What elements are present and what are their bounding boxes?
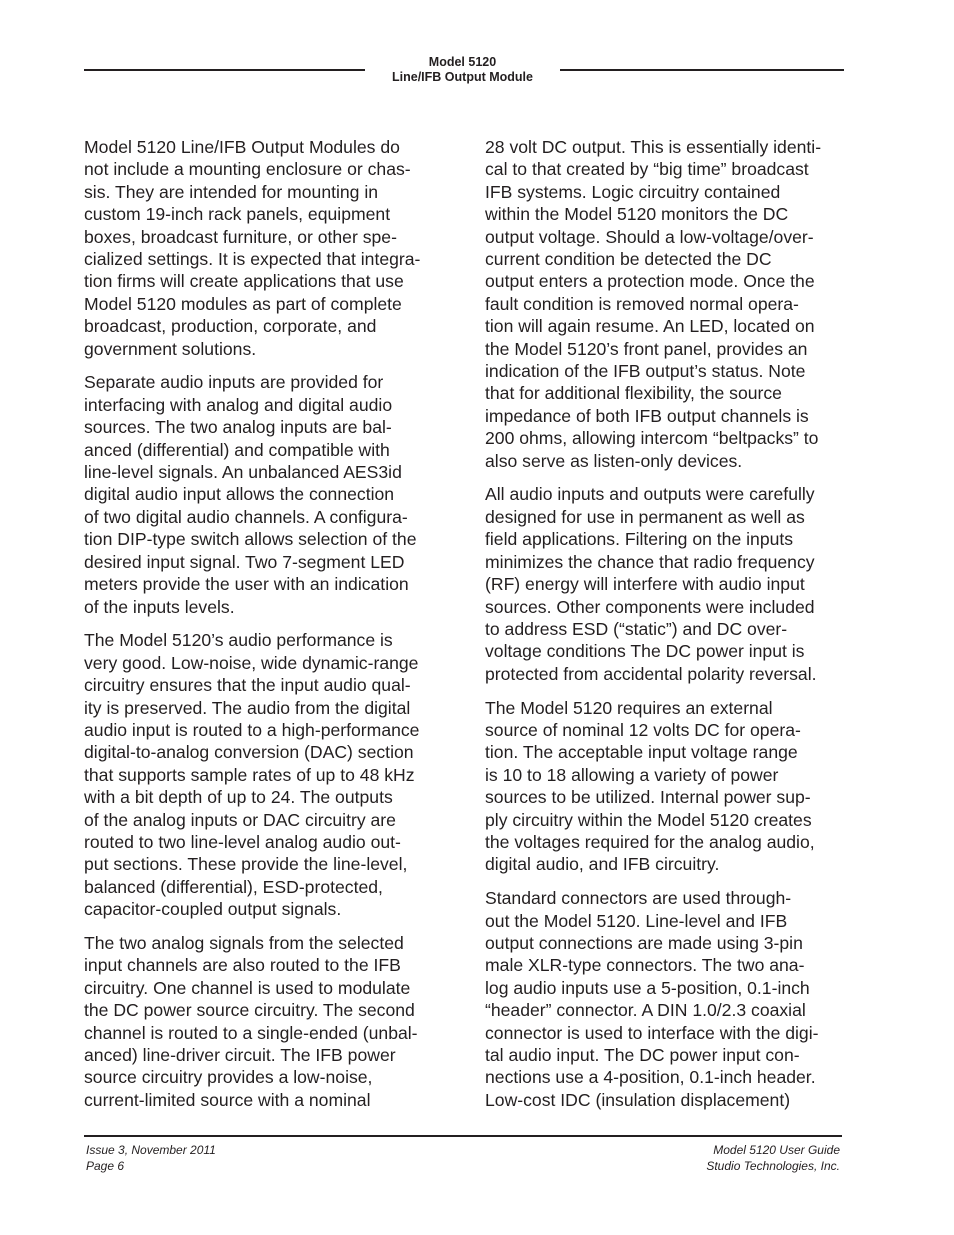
header-rule-left bbox=[84, 69, 365, 71]
footer-left bbox=[86, 1143, 216, 1174]
header-rule-right bbox=[560, 69, 844, 71]
paragraph-ifb-circuitry: The two analog signals from the selected input channels are also routed to the IFB circuitry. One channel is used to modulate the DC power source circuitry. The second channel is routed to a single-ended (unbal- anced) line-driver circuit. The IFB power source circuitry provides a low-noise, current-limited source with a nominal bbox=[84, 932, 418, 1110]
footer-company: Studio Technologies, Inc. bbox=[706, 1158, 840, 1173]
header-module: Line/IFB Output Module bbox=[392, 70, 533, 84]
footer-issue: Issue 3, November 2011 bbox=[86, 1143, 216, 1157]
footer-guide-title: Model 5120 User Guide bbox=[713, 1143, 840, 1157]
paragraph-protection: All audio inputs and outputs were carefully designed for use in permanent as well as field applications. Filtering on the inputs minimizes the chance that radio frequency (RF) energy will interfere with audio input sources. Other components were included to address ESD (“static”) and DC over- voltage conditions The DC power input is protected from accidental polarity reversal. bbox=[485, 484, 817, 684]
paragraph-dc-output: 28 volt DC output. This is essentially identi- cal to that created by “big time” broadcast IFB systems. Logic circuitry contained within the Model 5120 monitors the DC output voltage. Should a low-voltage/over- current condition be detected the DC output enters a protection mode. Once the fault condition is removed normal opera- tion will again resume. An LED, located on the Model 5120’s front panel, provides an indication of the IFB output’s status. Note that for additional flexibility, the source impedance of both IFB output channels is 200 ohms, allowing intercom “beltpacks” to also serve as listen-only devices. bbox=[485, 137, 822, 471]
paragraph-power-source: The Model 5120 requires an external source of nominal 12 volts DC for opera- tion. The acceptable input voltage range is 10 to 18 allowing a variety of power sources to be utilized. Internal power sup- ply circuitry within the Model 5120 creates the voltages required for the analog audio, digital audio, and IFB circuitry. bbox=[485, 697, 815, 875]
paragraph-enclosure: Model 5120 Line/IFB Output Modules do not include a mounting enclosure or chas- sis. They are intended for mounting in custom 19-inch rack panels, equipment boxes, broadcast furniture, or other spe- cialized settings. It is expected that integra- tion firms will create applications that use Model 5120 modules as part of complete broadcast, production, corporate, and government solutions. bbox=[84, 137, 421, 359]
right-column bbox=[485, 136, 845, 1123]
paragraph-audio-performance: The Model 5120’s audio performance is very good. Low-noise, wide dynamic-range circuitry ensures that the input audio qual- ity is preserved. The audio from the digital audio input is routed to a high-performance digital-to-analog conversion (DAC) section that supports sample rates of up to 48 kHz with a bit depth of up to 24. The outputs of the analog inputs or DAC circuitry are routed to two line-level analog audio out- put sections. These provide the line-level, balanced (differential), ESD-protected, capacitor-coupled output signals. bbox=[84, 630, 420, 920]
left-column bbox=[84, 136, 444, 1123]
footer-right bbox=[706, 1143, 840, 1174]
footer-page-number: Page 6 bbox=[86, 1158, 125, 1173]
paragraph-connectors: Standard connectors are used through- out the Model 5120. Line-level and IFB output connections are made using 3-pin male XLR-type connectors. The two ana- log audio inputs use a 5-position, 0.1-inch “header” connector. A DIN 1.0/2.3 coaxial connector is used to interface with the digi- tal audio input. The DC power input con- nections use a 4-position, 0.1-inch header. Low-cost IDC (insulation displacement) bbox=[485, 888, 819, 1110]
footer-rule bbox=[84, 1135, 842, 1137]
header-model: Model 5120 bbox=[428, 55, 497, 69]
paragraph-audio-inputs: Separate audio inputs are provided for interfacing with analog and digital audio sources. The two analog inputs are bal- anced (differential) and compatible with line-level signals. An unbalanced AES3id digital audio input allows the connection of two digital audio channels. A configura- tion DIP-type switch allows selection of the desired input signal. Two 7-segment LED meters provide the user with an indication of the inputs levels. bbox=[84, 372, 417, 617]
running-header bbox=[365, 55, 560, 85]
